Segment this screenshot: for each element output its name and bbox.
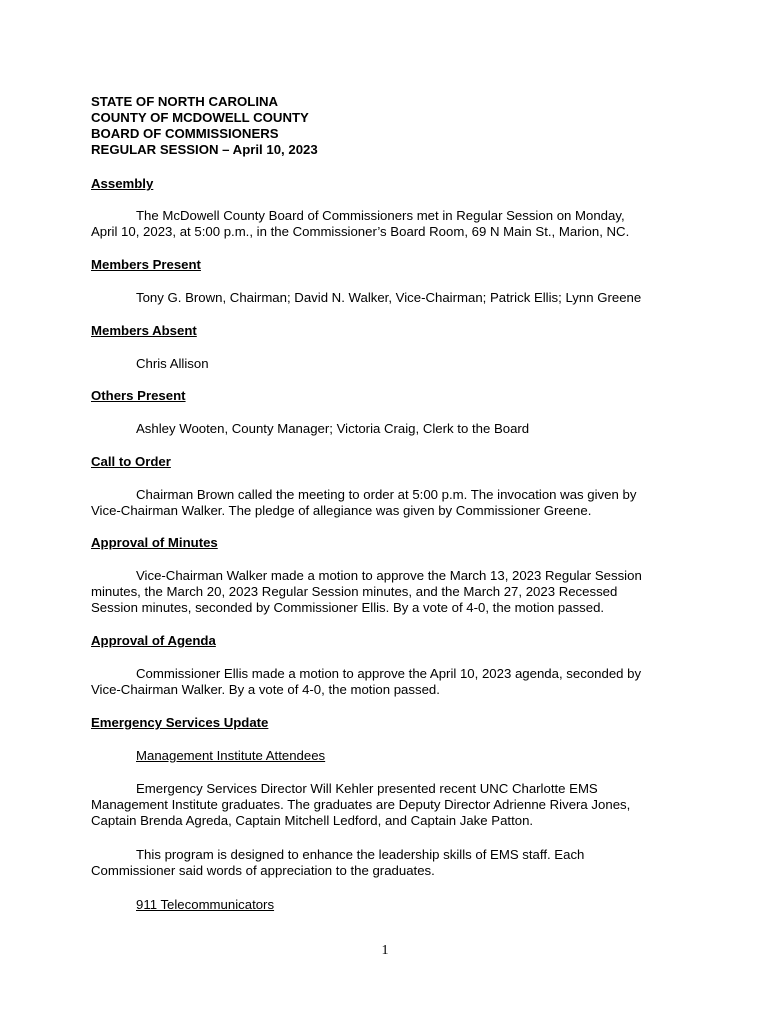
paragraph-line: This program is designed to enhance the leadership skills of EMS staff. Each <box>136 847 585 862</box>
others-present-paragraph <box>91 421 681 437</box>
paragraph-line: Management Institute graduates. The graduates are Deputy Director Adrienne Rivera Jones, <box>91 797 631 813</box>
header-state: STATE OF NORTH CAROLINA <box>91 94 279 109</box>
paragraph-line: minutes, the March 20, 2023 Regular Session minutes, and the March 27, 2023 Recessed <box>91 584 618 600</box>
paragraph-line: Chris Allison <box>136 356 209 371</box>
paragraph-line: The McDowell County Board of Commissioners met in Regular Session on Monday, <box>136 208 625 223</box>
paragraph-line: Ashley Wooten, County Manager; Victoria Craig, Clerk to the Board <box>136 421 530 436</box>
section-heading-approval-of-agenda: Approval of Agenda <box>91 633 216 648</box>
subheading-911-telecommunicators: 911 Telecommunicators <box>136 897 275 912</box>
emergency-services-paragraph-1 <box>91 781 681 830</box>
paragraph-line: April 10, 2023, at 5:00 p.m., in the Commissioner’s Board Room, 69 N Main St., Marion, NC. <box>91 224 630 240</box>
section-heading-call-to-order: Call to Order <box>91 454 171 469</box>
section-heading-approval-of-minutes: Approval of Minutes <box>91 535 218 550</box>
members-absent-paragraph <box>91 356 681 372</box>
header-board: BOARD OF COMMISSIONERS <box>91 126 279 141</box>
paragraph-line: Vice-Chairman Walker made a motion to approve the March 13, 2023 Regular Session <box>136 568 642 583</box>
section-heading-emergency-services-update: Emergency Services Update <box>91 715 269 730</box>
approval-of-agenda-paragraph <box>91 666 681 698</box>
section-heading-members-present: Members Present <box>91 257 201 272</box>
section-heading-members-absent: Members Absent <box>91 323 197 338</box>
paragraph-line: Commissioner Ellis made a motion to approve the April 10, 2023 agenda, seconded by <box>136 666 642 681</box>
paragraph-line: Tony G. Brown, Chairman; David N. Walker, Vice-Chairman; Patrick Ellis; Lynn Greene <box>136 290 642 305</box>
assembly-paragraph <box>91 208 681 240</box>
header-county: COUNTY OF MCDOWELL COUNTY <box>91 110 309 125</box>
section-heading-others-present: Others Present <box>91 388 186 403</box>
paragraph-line: Vice-Chairman Walker. By a vote of 4-0, the motion passed. <box>91 682 440 698</box>
emergency-services-paragraph-2 <box>91 847 681 879</box>
paragraph-line: Emergency Services Director Will Kehler presented recent UNC Charlotte EMS <box>136 781 598 796</box>
subheading-management-institute-attendees: Management Institute Attendees <box>136 748 326 763</box>
call-to-order-paragraph <box>91 487 681 519</box>
paragraph-line: Captain Brenda Agreda, Captain Mitchell Ledford, and Captain Jake Patton. <box>91 813 534 829</box>
page-number: 1 <box>381 943 389 958</box>
document-header <box>91 94 691 158</box>
members-present-paragraph <box>91 290 681 306</box>
paragraph-line: Session minutes, seconded by Commissioner Ellis. By a vote of 4-0, the motion passed. <box>91 600 605 616</box>
paragraph-line: Commissioner said words of appreciation to the graduates. <box>91 863 435 879</box>
section-heading-assembly: Assembly <box>91 176 154 191</box>
paragraph-line: Chairman Brown called the meeting to order at 5:00 p.m. The invocation was given by <box>136 487 637 502</box>
header-session: REGULAR SESSION – April 10, 2023 <box>91 142 318 157</box>
paragraph-line: Vice-Chairman Walker. The pledge of allegiance was given by Commissioner Greene. <box>91 503 592 519</box>
approval-of-minutes-paragraph <box>91 568 681 617</box>
